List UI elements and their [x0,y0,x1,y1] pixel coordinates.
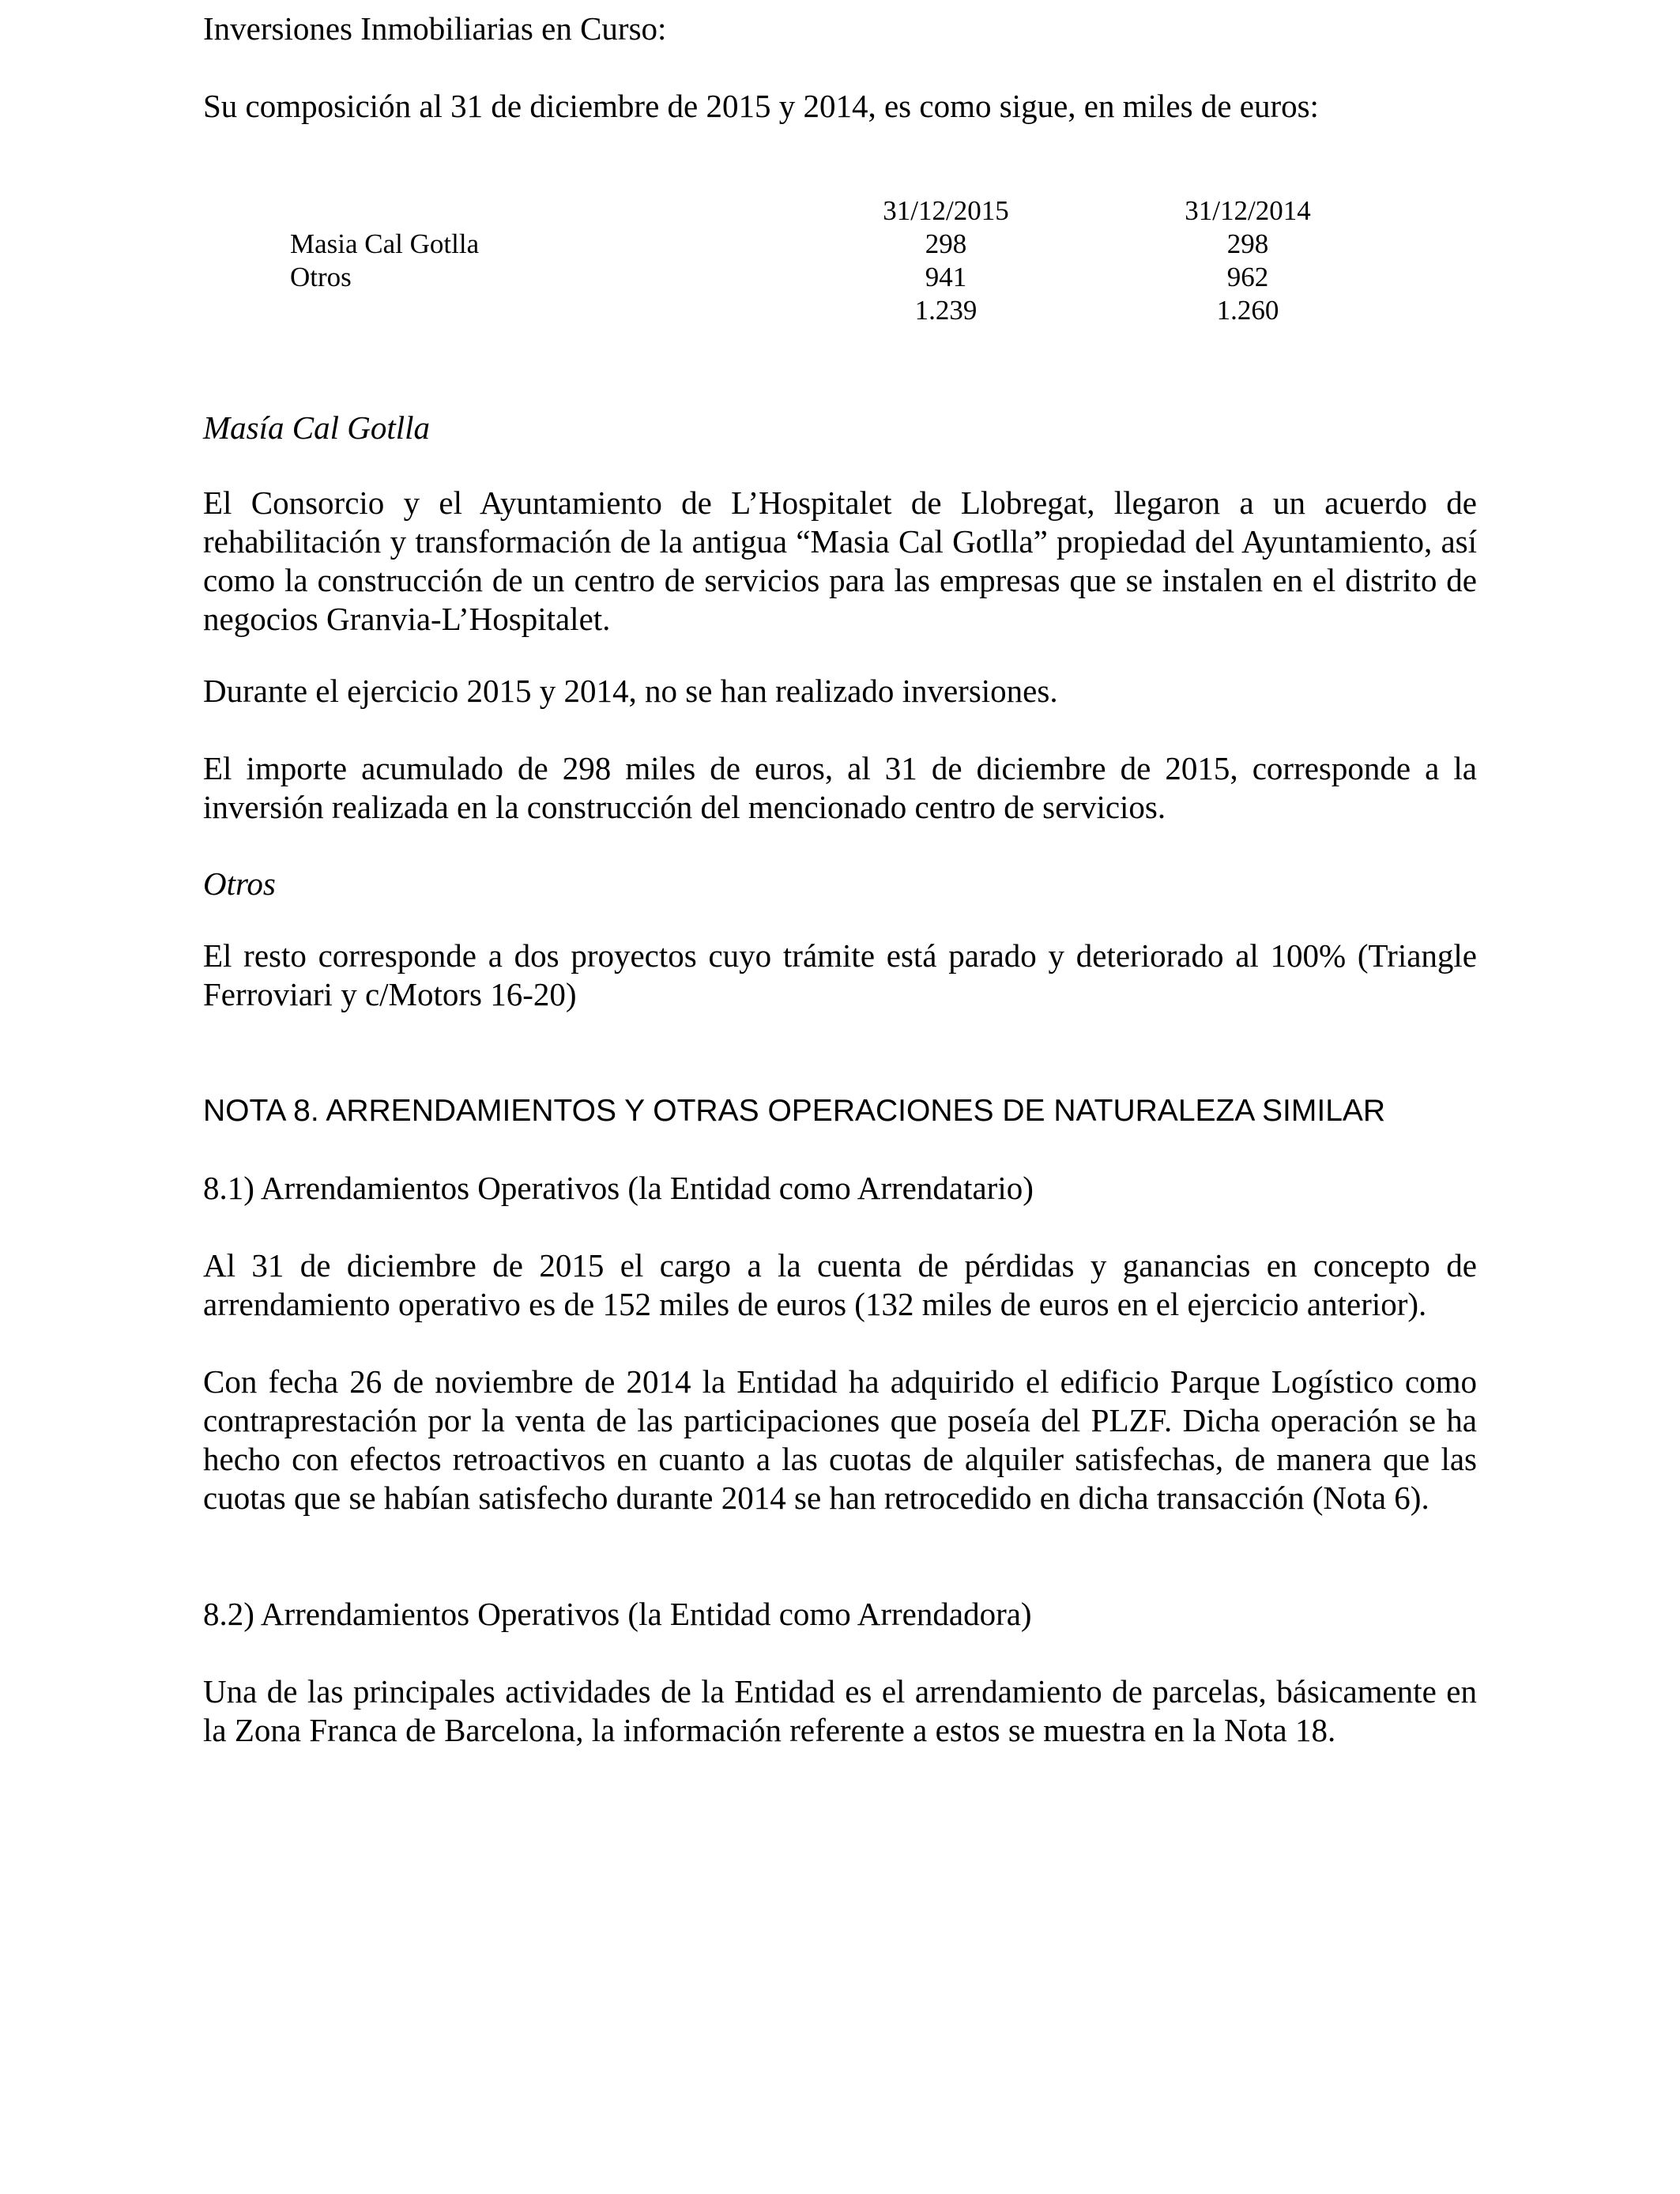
table-row [290,261,1349,294]
intro-paragraph: Su composición al 31 de diciembre de 2015 y 2014, es como sigue, en miles de euros: [203,88,1319,124]
masia-paragraph-1: El Consorcio y el Ayuntamiento de L’Hospitalet de Llobregat, llegaron a un acuerdo de rehabilitación y transformación de la antigua “Masia Cal Gotlla” propiedad del Ayuntamiento, así como la construcción de un centro de servicios para las empresas que se instalen en el distrito de negocios Granvia-L’Hospitalet. [203,484,1477,637]
row-value-2014: 298 [1226,228,1269,259]
section-8-2-paragraph: Una de las principales actividades de la Entidad es el arrendamiento de parcelas, básicamente en la Zona Franca de Barcelona, la información referente a estos se muestra en la Nota 18. [203,1673,1477,1748]
row-value-2014: 962 [1226,262,1269,292]
investment-table [290,194,1349,327]
table-header-row [290,194,1349,228]
section-8-1-heading: 8.1) Arrendamientos Operativos (la Entidad como Arrendatario) [203,1170,1034,1206]
nota8-heading: NOTA 8. ARRENDAMIENTOS Y OTRAS OPERACIONES DE NATURALEZA SIMILAR [203,1094,1386,1128]
total-value-2014: 1.260 [1216,295,1279,326]
section-8-1-paragraph-1: Al 31 de diciembre de 2015 el cargo a la cuenta de pérdidas y ganancias en concepto de arrendamiento operativo es de 152 miles de euros (132 miles de euros en el ejercicio anterior). [203,1247,1477,1322]
table-header-2014: 31/12/2014 [1185,195,1311,226]
section-8-1-paragraph-2: Con fecha 26 de noviembre de 2014 la Entidad ha adquirido el edificio Parque Logístico como contraprestación por la venta de las participaciones que poseía del PLZF. Dicha operación se ha hecho con efectos retroactivos en cuanto a las cuotas de alquiler satisfechas, de manera que las cuotas que se habían satisfecho durante 2014 se han retrocedido en dicha transacción (Nota 6). [203,1363,1477,1516]
masia-paragraph-3: El importe acumulado de 298 miles de euros, al 31 de diciembre de 2015, corresponde a la inversión realizada en la construcción del mencionado centro de servicios. [203,750,1477,825]
otros-paragraph: El resto corresponde a dos proyectos cuyo trámite está parado y deteriorado al 100% (Triangle Ferroviari y c/Motors 16-20) [203,937,1477,1012]
table-row [290,228,1349,261]
section-8-2-heading: 8.2) Arrendamientos Operativos (la Entidad como Arrendadora) [203,1596,1032,1632]
row-label: Masia Cal Gotlla [290,228,480,259]
otros-heading: Otros [203,865,276,902]
row-value-2015: 941 [925,262,967,292]
table-header-2015: 31/12/2015 [883,195,1009,226]
total-value-2015: 1.239 [914,295,977,326]
row-label: Otros [290,262,352,292]
table-total-row [290,294,1349,327]
masia-paragraph-2: Durante el ejercicio 2015 y 2014, no se han realizado inversiones. [203,673,1058,709]
row-value-2015: 298 [925,228,967,259]
masia-heading: Masía Cal Gotlla [203,409,431,446]
section-title: Inversiones Inmobiliarias en Curso: [203,10,667,47]
